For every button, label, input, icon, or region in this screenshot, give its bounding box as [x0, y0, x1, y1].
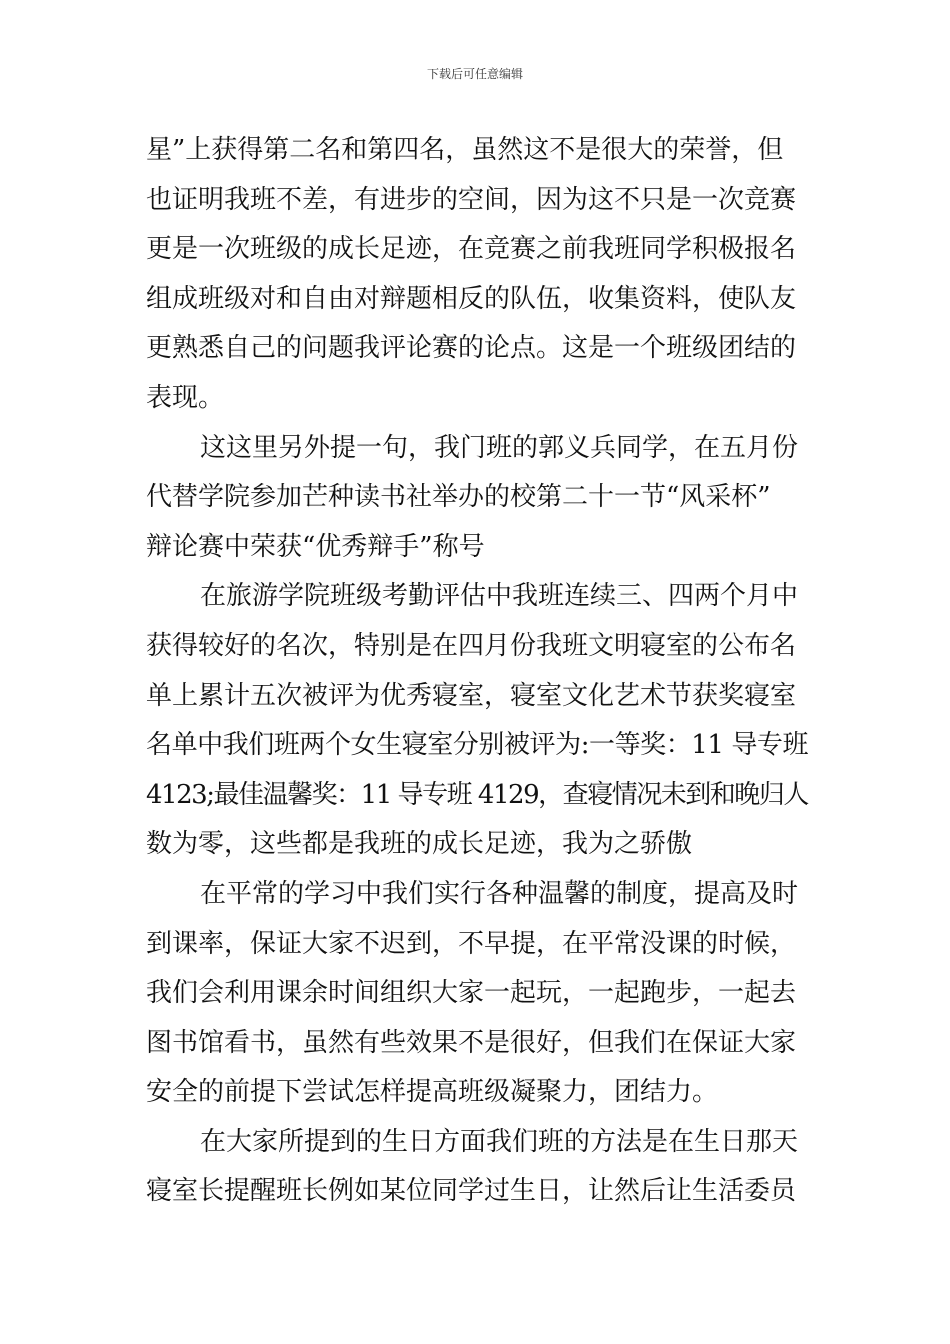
text-line: 组成班级对和自由对辩题相反的队伍，收集资料，使队友 — [146, 283, 797, 314]
text-line: 也证明我班不差，有进步的空间，因为这不只是一次竞赛 — [146, 184, 797, 215]
text-line: 到课率，保证大家不迟到，不早提，在平常没课的时候， — [146, 928, 797, 959]
document-body — [146, 126, 808, 1217]
text-line: 更是一次班级的成长足迹，在竞赛之前我班同学积极报名 — [146, 234, 797, 265]
text-line: 辩论赛中荣获“优秀辩手”称号 — [146, 531, 485, 562]
text-line: 代替学院参加芒种读书社举办的校第二十一节“风采杯” — [146, 482, 771, 513]
text-line: 单上累计五次被评为优秀寝室，寝室文化艺术节获奖寝室 — [146, 680, 797, 711]
text-line: 名单中我们班两个女生寝室分别被评为:一等奖：11 导专班 — [146, 730, 809, 761]
text-line: 在平常的学习中我们实行各种温馨的制度，提高及时 — [200, 878, 799, 909]
text-line: 在旅游学院班级考勤评估中我班连续三、四两个月中 — [200, 581, 799, 612]
text-line: 4123;最佳温馨奖：11 导专班 4129，查寝情况未到和晚归人 — [146, 779, 808, 810]
text-line: 星”上获得第二名和第四名，虽然这不是很大的荣誉，但 — [146, 135, 784, 165]
text-line: 数为零，这些都是我班的成长足迹，我为之骄傲 — [146, 829, 693, 860]
text-line: 寝室长提醒班长例如某位同学过生日，让然后让生活委员 — [146, 1176, 797, 1207]
text-line: 安全的前提下尝试怎样提高班级凝聚力，团结力。 — [146, 1077, 719, 1108]
text-line: 获得较好的名次，特别是在四月份我班文明寝室的公布名 — [146, 630, 797, 661]
page-header-note: 下载后可任意编辑 — [426, 67, 523, 81]
text-line: 在大家所提到的生日方面我们班的方法是在生日那天 — [200, 1126, 799, 1157]
text-line: 表现。 — [146, 382, 225, 413]
text-line: 我们会利用课余时间组织大家一起玩，一起跑步，一起去 — [146, 978, 797, 1009]
text-line: 图书馆看书，虽然有些效果不是很好，但我们在保证大家 — [146, 1027, 797, 1058]
text-line: 这这里另外提一句，我门班的郭义兵同学，在五月份 — [200, 432, 799, 463]
text-line: 更熟悉自己的问题我评论赛的论点。这是一个班级团结的 — [146, 333, 797, 364]
